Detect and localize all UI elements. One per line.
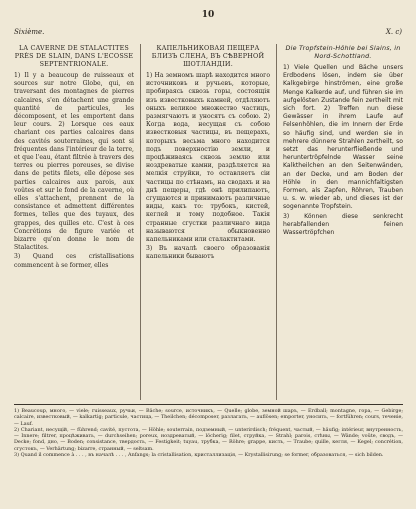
footnote-1: 1) Beaucoup, много, — viele; ruisseaux, ручьи, — Bäche; source, источникъ, — Quelle; globe, земной шаръ, — Erdball; montagne, гора, — Gebirge; calcaire, известковый, — kalkartig; particule, частица, — Theilchen; décomposer, разлагать, — auflösen; emporter, уносить, — fortführen; cours, теченіе, — Lauf.	[14, 408, 403, 427]
french-paragraph-2: 3) Quand ces cristallisations commencent à se former, elles	[14, 253, 134, 269]
footnotes	[14, 408, 403, 504]
page-number: 10	[201, 10, 215, 20]
german-paragraph-2: 3) Können diese senkrecht herabfallenden feinen Wassertröpfchen	[283, 212, 403, 237]
german-title: Die Tropfstein-Höhle bei Slains, in Nord-Schottland.	[285, 44, 401, 60]
column-divider	[276, 44, 277, 400]
russian-column	[146, 44, 270, 400]
french-column	[14, 44, 134, 400]
footnote-3: 3) Quand il commence à . . . , въ началѣ . . . , Anfangs; la cristallisation, кристаллизація, — Krystallisirung; se former, образоваться, — sich bilden.	[14, 452, 384, 459]
russian-paragraph-2: 3) Въ началѣ своего образованія капельники бываютъ	[146, 245, 270, 261]
column-divider	[140, 44, 141, 400]
running-header-right: X. c)	[385, 28, 402, 36]
russian-paragraph-1: 1) На земномъ шарѣ находится много источниковъ и ручьевъ, которые, пробираясь сквозь горы, состоящія изъ известковыхъ камней, отдѣляютъ оныхъ великое множество частицъ, размягчаютъ и уносятъ съ собою. 2) Когда вода, несущая съ собою известковыя частицы, въ пещерахъ, которыхъ весьма много находится подъ поверхностію земли, и процѣживаясь сквозь землю или ноздреватые камни, раздѣляется на мелкія струйки, то оставляетъ сіи частицы по стѣнамъ, на сводахъ и на днѣ пещеры, гдѣ онѣ прилипаютъ, сгущаются и принимаютъ различные виды, какъ то: трубокъ, кистей, кеглей и тому подобное. Такія странные сгустки различнаго вида называются обыкновенно капельниками или сталактитами.	[146, 72, 270, 244]
french-paragraph-1: 1) Il y a beaucoup de ruisseaux et sources sur notre Globe, qui, en traversant des montagnes de pierres calcaires, s'en détachent une grande quantité de particules, les décomposent, et les emportent dans leur cours. 2) Lorsque ces eaux chariant ces parties calcaires dans des cavités souterraines, qui sont si fréquentes dans l'intérieur de la terre, et que l'eau, étant filtrée à travers des terres ou pierres poreuses, se divise dans de petits filets, elle dépose ses parties calcaires aux parois, aux voûtes et sur le fond de la caverne, où elles s'attachent, prennent de la consistance et admettent différentes formes, telles que des tuyaux, des grappes, des quilles etc. C'est à ces Concrétions de figure variée et bizarre qu'on donne le nom de Stalactites.	[14, 72, 134, 252]
footnote-separator	[14, 404, 403, 405]
russian-title: КАПЕЛЬНИКОВАЯ ПЕЩЕРА БЛИЗЪ СЛЕНА, ВЪ СѢВЕРНОЙ ШОТЛАНДІИ.	[151, 44, 265, 68]
german-column	[283, 44, 403, 400]
german-paragraph-1: 1) Viele Quellen und Bäche unsers Erdbodens lösen, indem sie über Kalkgebirge hinströmen, eine große Menge Kalkerde auf, und führen sie im aufgelösten Zustande fein zertheilt mit sich fort. 2) Treffen nun diese Gewässer in ihrem Laufe auf Felsenhöhlen, die im Innern der Erde so häufig sind, und werden sie in mehrere dünnere Strahlen zertheilt, so setzt das herunterfließende und heruntertröpfelnde Wasser seine Kalktheilchen an den Seitenwänden, an der Decke, und am Boden der Höhle in den mannichfaltigsten Formen, als Zapfen, Röhren, Trauben u. s. w. wieder ab, und dieses ist der sogenannte Tropfstein.	[283, 64, 403, 211]
running-header-left: Sixième.	[14, 28, 45, 36]
footnote-2: 2) Chariant, несущій, — führend; cavité, пустота, — Höhle; souterrain, подземный, — unterirdisch; fréquent, частый, — häufig; intérieur, внутренность, — Innere; filtrer, процѣживать, — durchseihen; poreux, ноздреватый, — löcherig; filet, струйка, — Strahl; parois, стѣны, — Wände; voûte, сводъ, — Decke; fond, дно, — Boden; consistance, твердость, — Festigkeit; tuyau, трубка, — Röhre; grappe, кисть, — Traube; quille, кегля, — Kegel; concrétion, сгустокъ, — Verhärtung; bizarre, странный, — seltsam.	[14, 426, 403, 452]
french-title: LA CAVERNE DE STALACTITES PRÈS DE SLAIN, DANS L'ECOSSE SEPTENTRIONALE.	[14, 44, 134, 68]
